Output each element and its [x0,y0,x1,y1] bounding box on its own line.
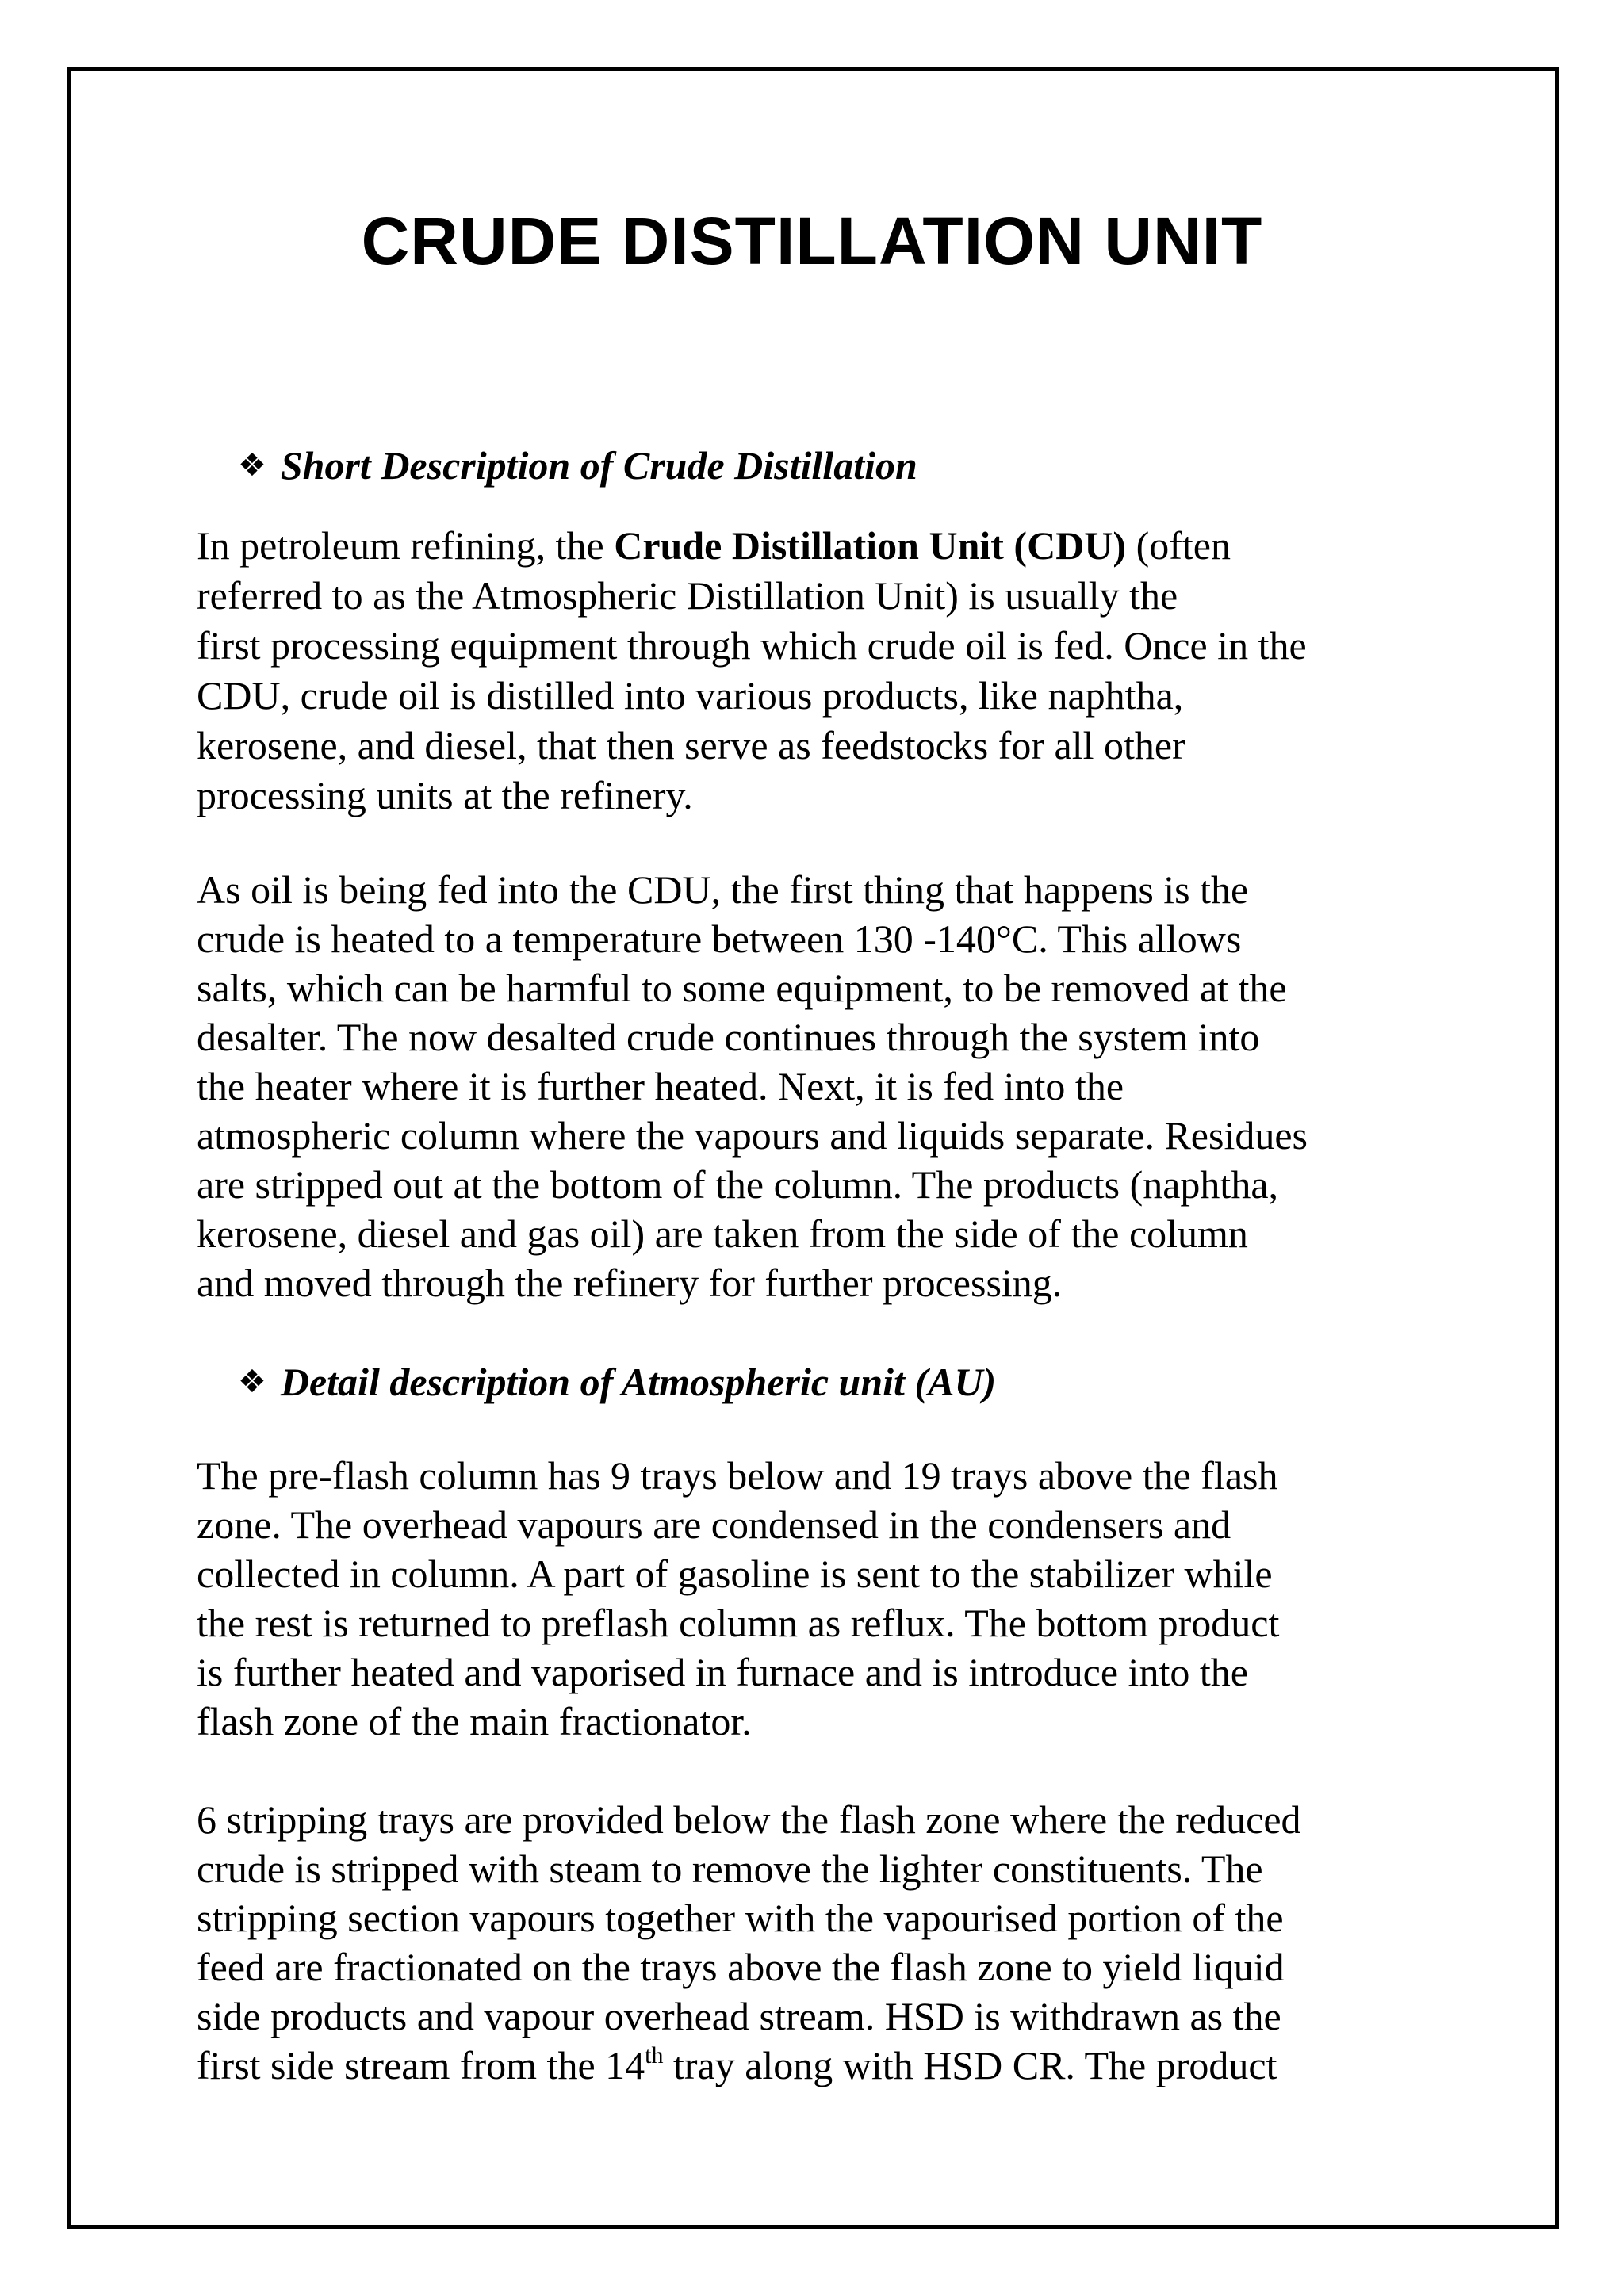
text-line: are stripped out at the bottom of the column. The products (naphtha, [197,1162,1279,1207]
text-line: and moved through the refinery for further processing. [197,1261,1063,1305]
text-line: crude is stripped with steam to remove the lighter constituents. The [197,1846,1263,1891]
text-run: tray along with HSD CR. The product [663,2043,1277,2087]
text-line: salts, which can be harmful to some equipment, to be removed at the [197,966,1287,1010]
bold-term: Crude Distillation Unit (CDU) [614,523,1127,568]
paragraph-stripping-trays [197,1795,1434,2090]
paragraph-cdu-process [197,865,1434,1307]
text-line: kerosene, diesel and gas oil) are taken from the side of the column [197,1211,1248,1256]
text-line: As oil is being fed into the CDU, the first thing that happens is the [197,867,1249,912]
text-line: CDU, crude oil is distilled into various products, like naphtha, [197,673,1184,718]
text-line: flash zone of the main fractionator. [197,1699,752,1743]
text-line: the rest is returned to preflash column as reflux. The bottom product [197,1601,1280,1645]
text-line: the heater where it is further heated. Next, it is fed into the [197,1064,1124,1108]
section-heading-short-description [238,443,917,488]
text-line: first processing equipment through which crude oil is fed. Once in the [197,623,1307,668]
text-line: kerosene, and diesel, that then serve as feedstocks for all other [197,723,1185,767]
section-heading-text: Short Description of Crude Distillation [280,443,917,488]
text-line: zone. The overhead vapours are condensed in the condensers and [197,1502,1231,1547]
diamond-bullet-icon: ❖ [238,1364,266,1400]
section-heading-text: Detail description of Atmospheric unit (AU) [280,1360,997,1404]
text-line [197,2041,1434,2090]
text-line: processing units at the refinery. [197,773,693,817]
diamond-bullet-icon: ❖ [238,447,266,484]
text-line: 6 stripping trays are provided below the flash zone where the reduced [197,1797,1301,1842]
text-line: desalter. The now desalted crude continues through the system into [197,1015,1260,1059]
document-title: CRUDE DISTILLATION UNIT [361,204,1263,278]
paragraph-cdu-intro [197,521,1434,821]
paragraph-preflash-column [197,1451,1434,1746]
text-line: feed are fractionated on the trays above the flash zone to yield liquid [197,1945,1285,1989]
text-line [197,521,1434,571]
text-line: The pre-flash column has 9 trays below and 19 trays above the flash [197,1453,1278,1498]
section-heading-detail-description [238,1362,996,1402]
text-line: atmospheric column where the vapours and liquids separate. Residues [197,1113,1308,1158]
ordinal-superscript: th [645,2042,664,2068]
text-line: collected in column. A part of gasoline is sent to the stabilizer while [197,1552,1273,1596]
text-line: referred to as the Atmospheric Distillation Unit) is usually the [197,573,1178,618]
text-line: stripping section vapours together with the vapourised portion of the [197,1896,1284,1940]
text-run: In petroleum refining, the [197,523,615,568]
text-line: crude is heated to a temperature between 130 -140°C. This allows [197,916,1242,961]
text-run: (often [1126,523,1231,568]
text-line: side products and vapour overhead stream. HSD is withdrawn as the [197,1994,1281,2038]
text-line: is further heated and vaporised in furnace and is introduce into the [197,1650,1248,1694]
text-run: first side stream from the 14 [197,2043,645,2087]
